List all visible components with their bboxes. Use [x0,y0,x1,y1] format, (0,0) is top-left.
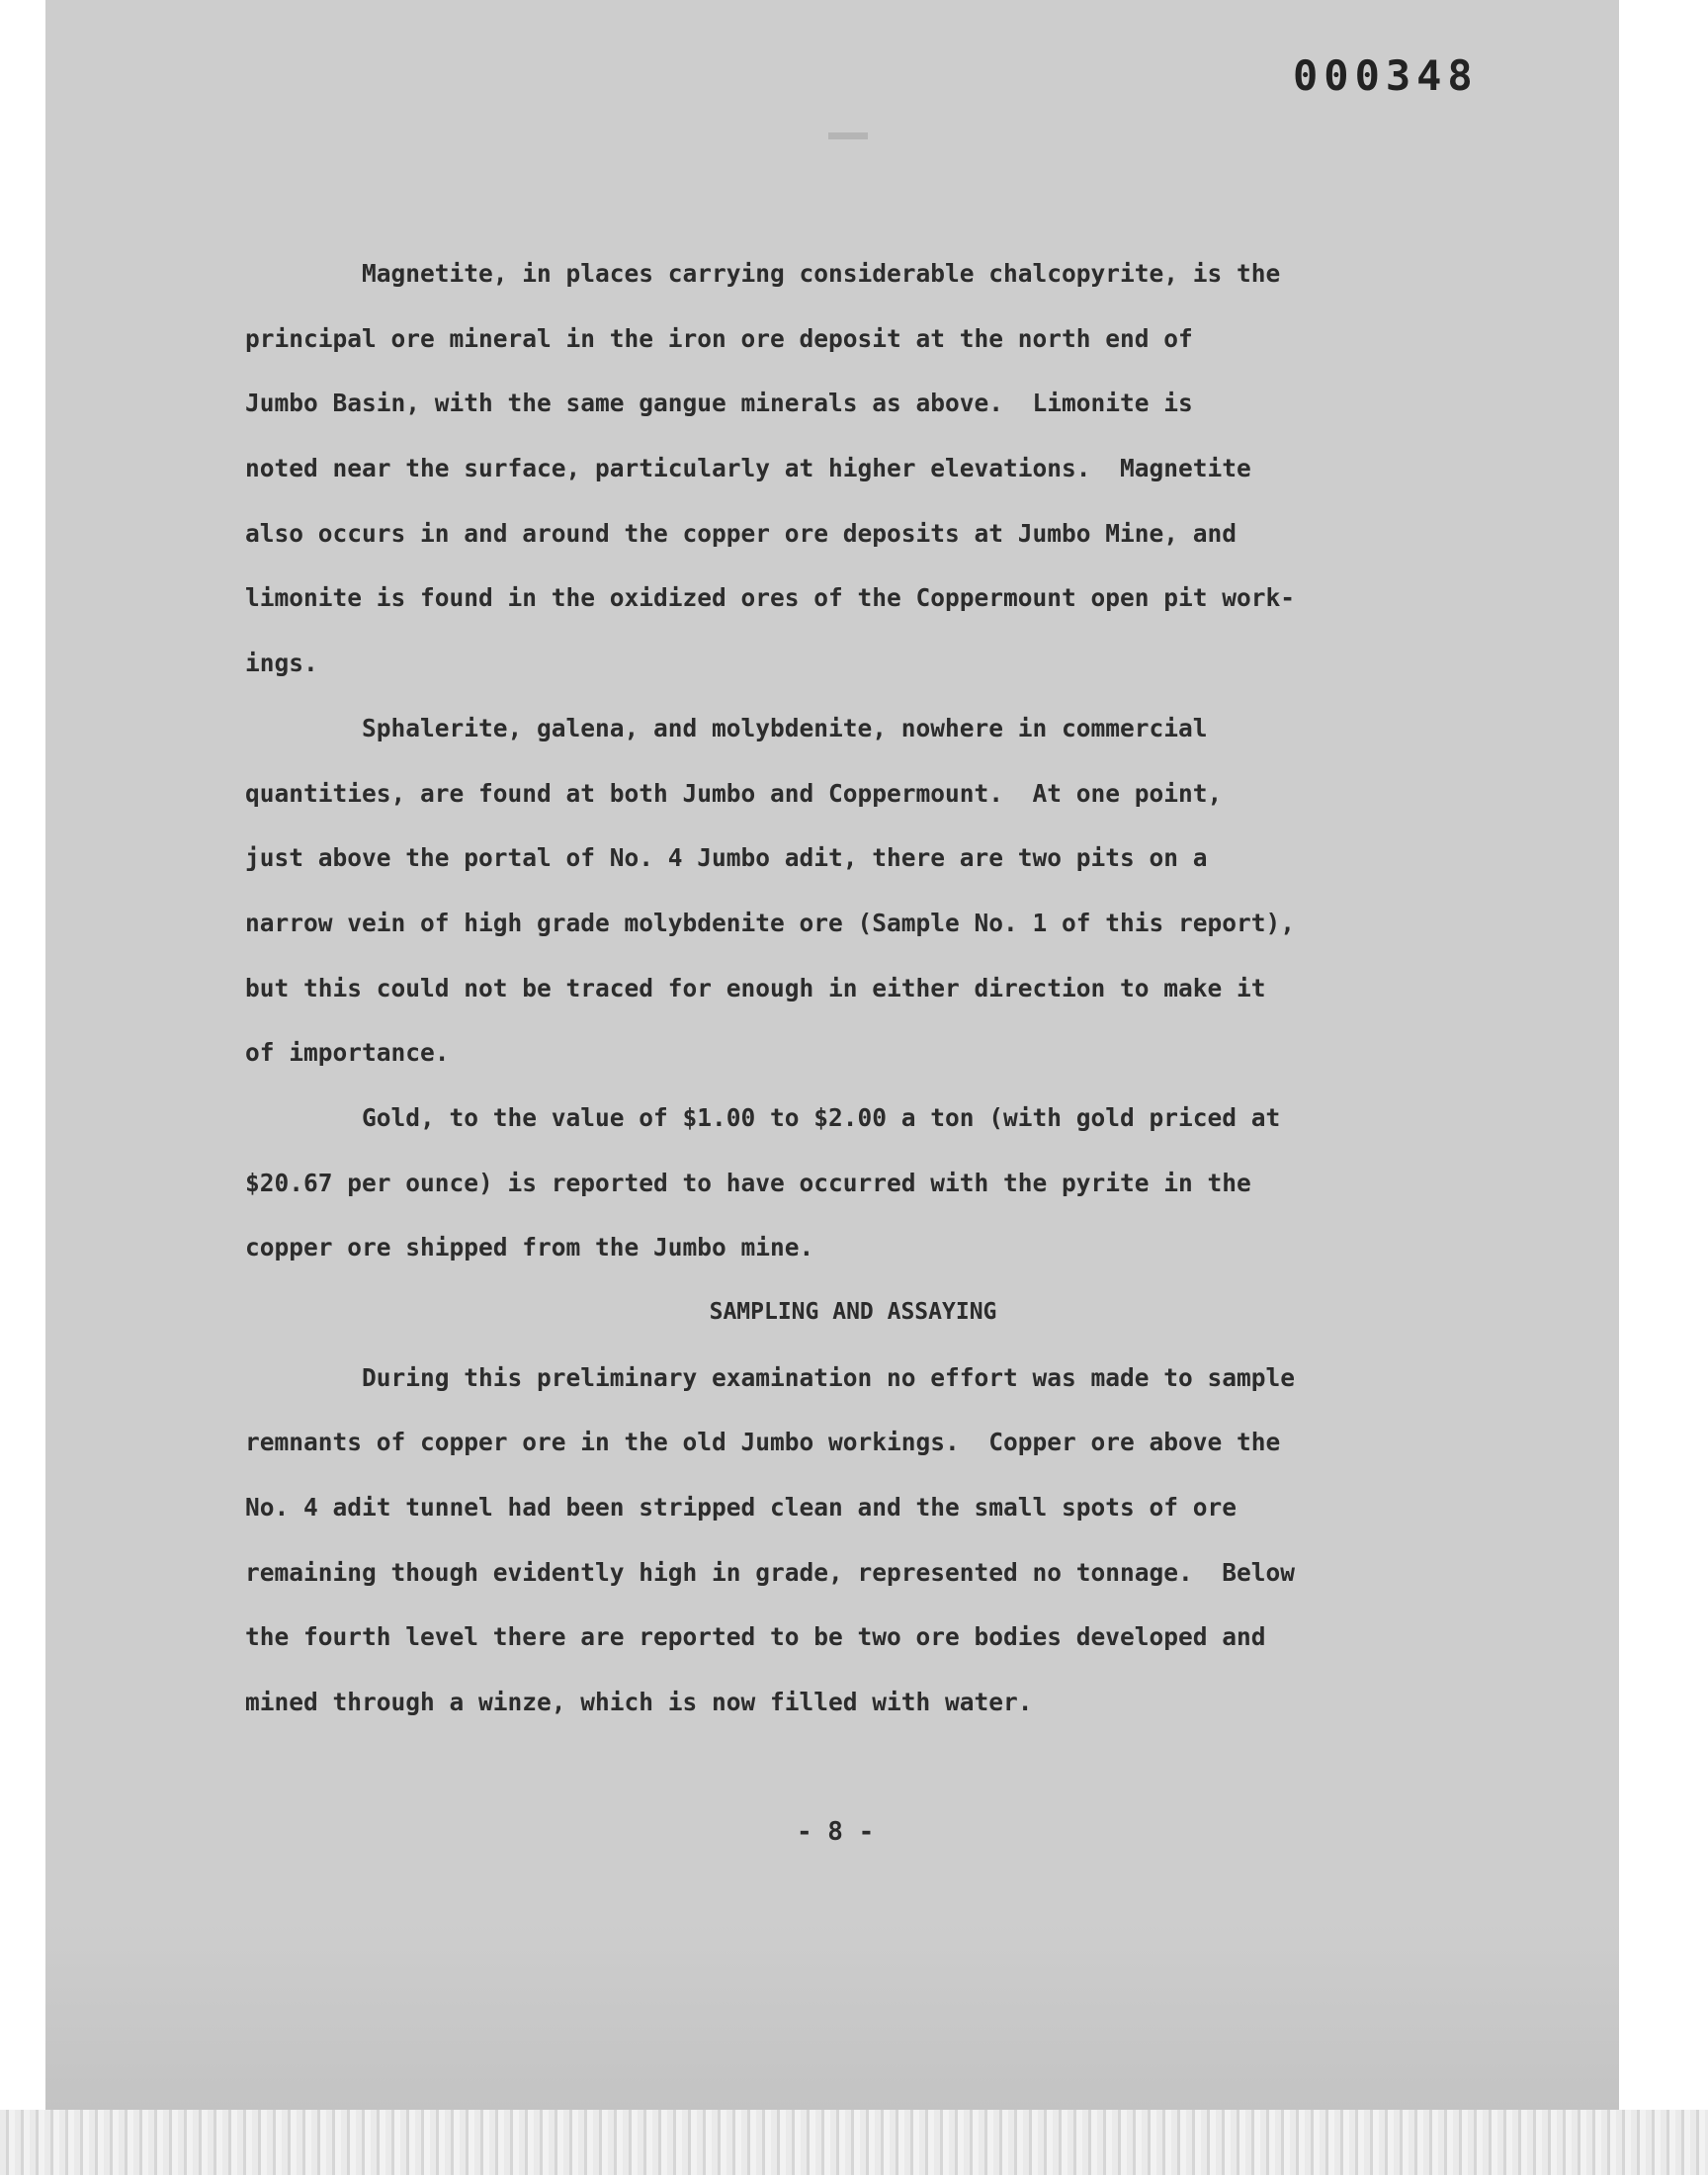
document-body [245,241,1461,1735]
text-line: Jumbo Basin, with the same gangue minerals as above. Limonite is [245,389,1193,418]
page-shadow [45,1922,1619,2110]
text-line: the fourth level there are reported to be two ore bodies developed and [245,1622,1266,1652]
text-line: quantities, are found at both Jumbo and Coppermount. At one point, [245,778,1223,808]
text-line: ings. [245,649,318,678]
text-line: No. 4 adit tunnel had been stripped clean and the small spots of ore [245,1493,1238,1522]
section-heading: SAMPLING AND ASSAYING [709,1299,997,1325]
text-line: principal ore mineral in the iron ore deposit at the north end of [245,323,1193,353]
text-line: During this preliminary examination no effort was made to sample [362,1362,1296,1392]
text-line: noted near the surface, particularly at higher elevations. Magnetite [245,454,1251,483]
text-line: remnants of copper ore in the old Jumbo workings. Copper ore above the [245,1428,1281,1457]
text-line: also occurs in and around the copper ore deposits at Jumbo Mine, and [245,518,1238,548]
text-line: but this could not be traced for enough in either direction to make it [245,973,1266,1002]
text-line: narrow vein of high grade molybdenite ore (Sample No. 1 of this report), [245,908,1296,937]
text-line: limonite is found in the oxidized ores of the Coppermount open pit work- [245,583,1296,613]
text-line: Magnetite, in places carrying considerable chalcopyrite, is the [362,259,1281,288]
text-line: of importance. [245,1038,450,1068]
scan-mark [828,132,868,139]
text-line: Gold, to the value of $1.00 to $2.00 a ton (with gold priced at [362,1102,1281,1132]
text-line: copper ore shipped from the Jumbo mine. [245,1233,814,1262]
text-line: just above the portal of No. 4 Jumbo adit, there are two pits on a [245,843,1208,873]
text-line: mined through a winze, which is now filled with water. [245,1688,1033,1717]
text-line: remaining though evidently high in grade, represented no tonnage. Below [245,1557,1296,1587]
document-stamp-number: 000348 [1293,51,1479,100]
page-number: - 8 - [797,1817,875,1847]
text-line: Sphalerite, galena, and molybdenite, nowhere in commercial [362,713,1208,742]
text-line: $20.67 per ounce) is reported to have occurred with the pyrite in the [245,1168,1251,1197]
scan-edge-strip [0,2110,1708,2175]
